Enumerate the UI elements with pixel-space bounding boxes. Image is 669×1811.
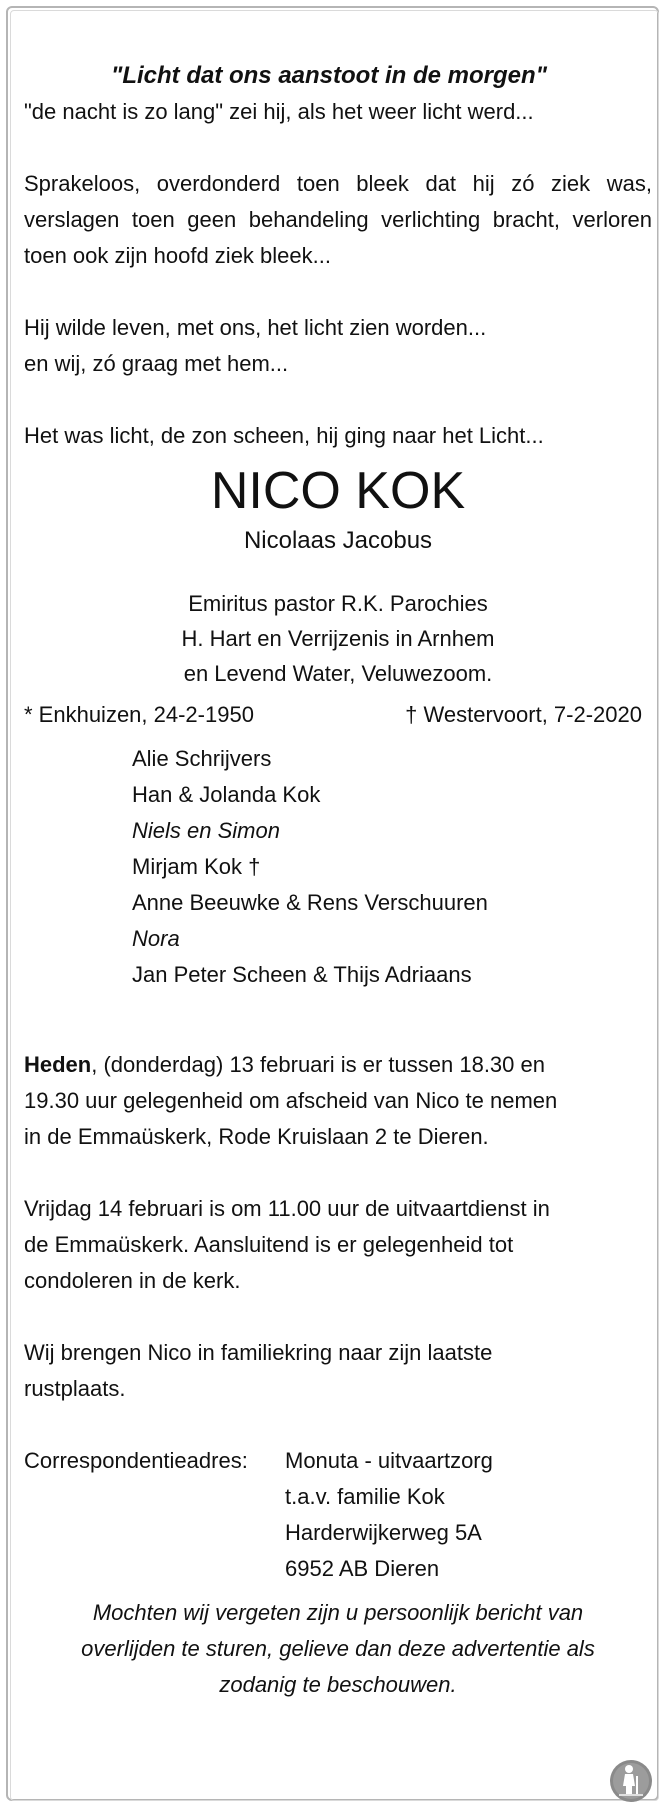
poem-stanza-3-line-2: en wij, zó graag met hem... bbox=[24, 351, 289, 376]
death-date: † Westervoort, 7-2-2020 bbox=[405, 702, 642, 727]
family-member: Niels en Simon bbox=[132, 818, 280, 843]
burial-notice bbox=[24, 1335, 654, 1407]
heden-line-2: 19.30 uur gelegenheid om afscheid van Nico te nemen bbox=[24, 1088, 558, 1113]
function-line-1: Emiritus pastor R.K. Parochies bbox=[188, 591, 488, 616]
funeral-notice bbox=[24, 1191, 654, 1299]
address-line-4: 6952 AB Dieren bbox=[285, 1556, 440, 1581]
deceased-name: NICO KOK bbox=[210, 462, 466, 520]
function-line-2: H. Hart en Verrijzenis in Arnhem bbox=[181, 626, 495, 651]
closing-line-1: Mochten wij vergeten zijn u persoonlijk bericht van bbox=[92, 1600, 584, 1625]
closing-line-2: overlijden te sturen, gelieve dan deze advertentie als bbox=[81, 1636, 595, 1661]
deceased-header bbox=[24, 458, 652, 691]
viewing-notice bbox=[24, 1047, 654, 1155]
vrijdag-line-3: condoleren in de kerk. bbox=[24, 1268, 241, 1293]
family-member: Han & Jolanda Kok bbox=[132, 782, 321, 807]
rust-line-1: Wij brengen Nico in familiekring naar zijn laatste bbox=[24, 1340, 493, 1365]
family-member: Jan Peter Scheen & Thijs Adriaans bbox=[132, 962, 472, 987]
rust-line-2: rustplaats. bbox=[24, 1376, 126, 1401]
obituary-content bbox=[24, 58, 654, 1703]
heden-line-3: in de Emmaüskerk, Rode Kruislaan 2 te Dieren. bbox=[24, 1124, 489, 1149]
family-member: Mirjam Kok † bbox=[132, 854, 261, 879]
deceased-function bbox=[24, 586, 652, 691]
address-line-3: Harderwijkerweg 5A bbox=[285, 1520, 482, 1545]
vrijdag-line-1: Vrijdag 14 februari is om 11.00 uur de uitvaartdienst in bbox=[24, 1196, 550, 1221]
poem-stanza-4: Het was licht, de zon scheen, hij ging naar het Licht... bbox=[24, 423, 544, 448]
correspondence-label: Correspondentieadres: bbox=[24, 1448, 248, 1473]
deceased-given-names: Nicolaas Jacobus bbox=[243, 527, 433, 554]
poem-line-1: "de nacht is zo lang" zei hij, als het weer licht werd... bbox=[24, 99, 534, 124]
function-line-3: en Levend Water, Veluwezoom. bbox=[183, 661, 493, 686]
address-line-2: t.a.v. familie Kok bbox=[285, 1484, 445, 1509]
poem-stanza-2: Sprakeloos, overdonderd toen bleek dat hij zó ziek was, verslagen toen geen behandeling verlichting bracht, verloren toen ook zijn hoofd ziek bleek... bbox=[24, 171, 652, 268]
motto: "Licht dat ons aanstoot in de morgen" bbox=[110, 62, 548, 89]
correspondence-address bbox=[24, 1443, 654, 1587]
family-list bbox=[132, 741, 654, 993]
birth-date: * Enkhuizen, 24-2-1950 bbox=[24, 702, 254, 727]
heden-label: Heden bbox=[24, 1052, 92, 1077]
closing-line-3: zodanig te beschouwen. bbox=[219, 1672, 457, 1697]
family-member: Alie Schrijvers bbox=[132, 746, 272, 771]
memorial-figure-icon[interactable] bbox=[608, 1758, 654, 1804]
family-member: Nora bbox=[132, 926, 180, 951]
poem-stanza-3-line-1: Hij wilde leven, met ons, het licht zien worden... bbox=[24, 315, 487, 340]
vrijdag-line-2: de Emmaüskerk. Aansluitend is er gelegenheid tot bbox=[24, 1232, 514, 1257]
closing-note bbox=[24, 1595, 652, 1703]
heden-text: , (donderdag) 13 februari is er tussen 18.30 en bbox=[91, 1052, 545, 1077]
address-line-1: Monuta - uitvaartzorg bbox=[285, 1448, 493, 1473]
family-member: Anne Beeuwke & Rens Verschuuren bbox=[132, 890, 488, 915]
life-dates bbox=[24, 697, 652, 733]
